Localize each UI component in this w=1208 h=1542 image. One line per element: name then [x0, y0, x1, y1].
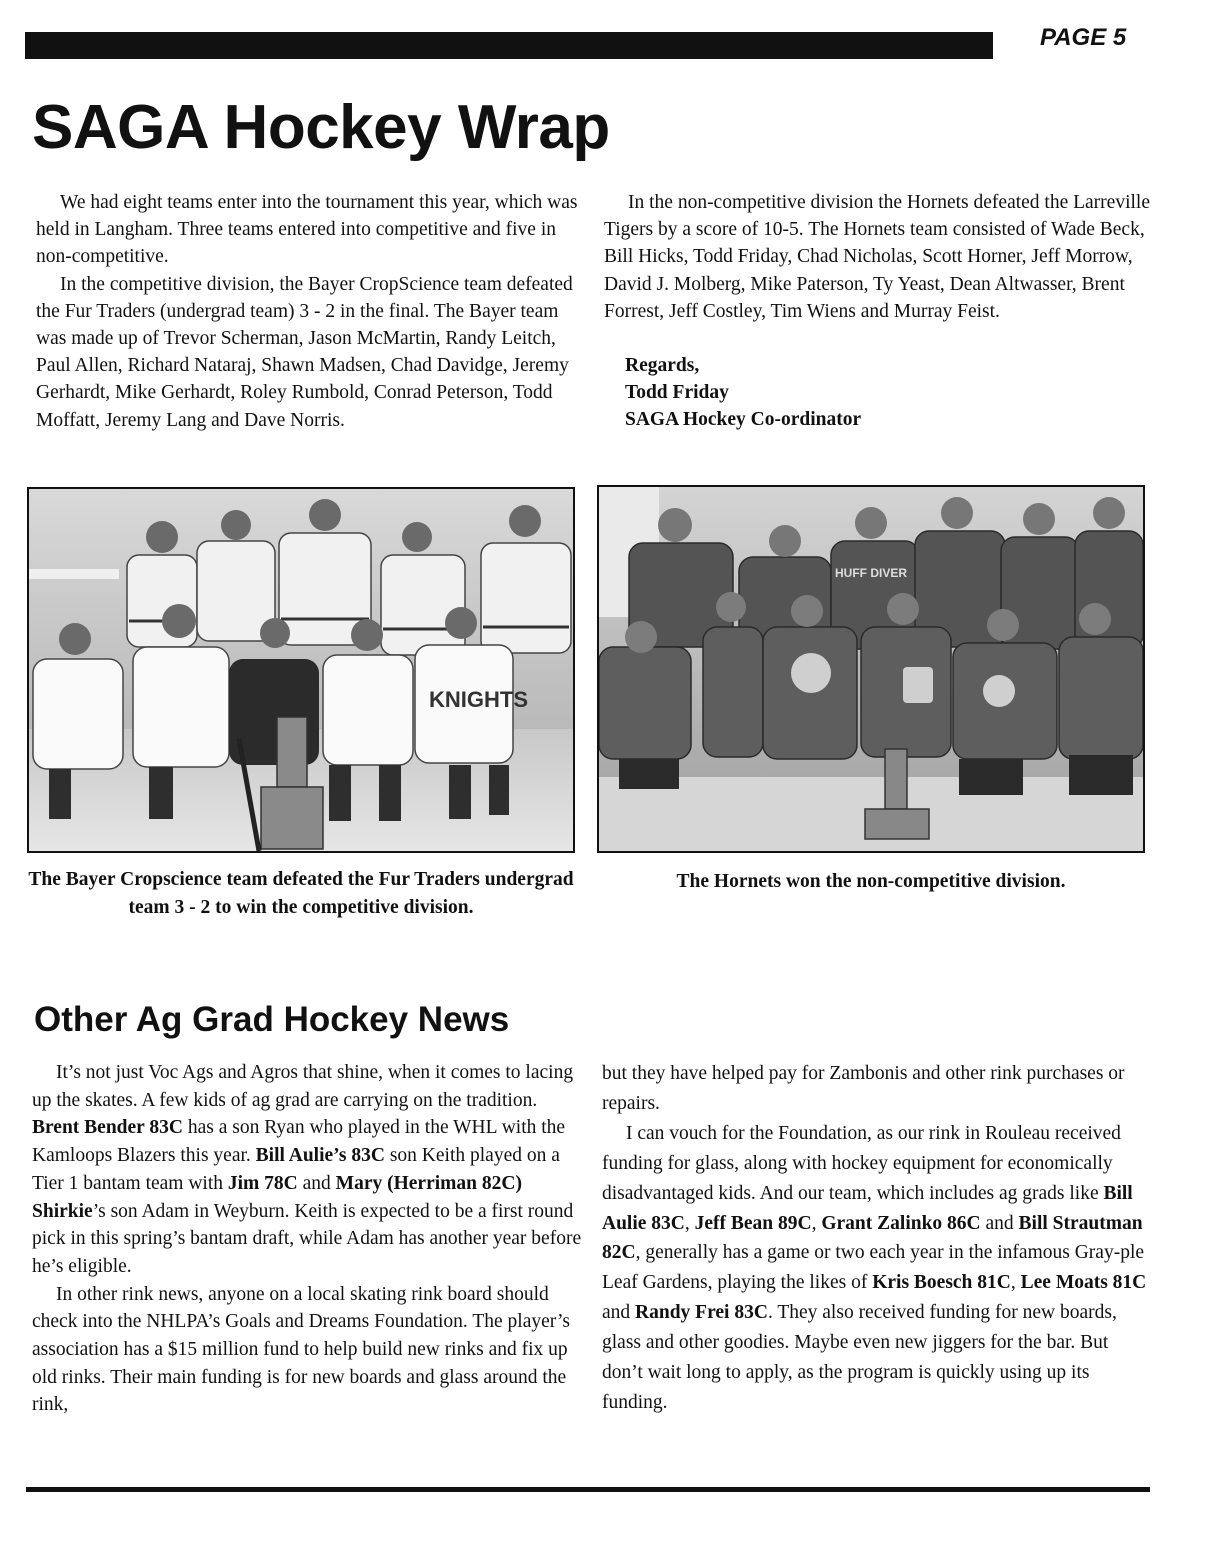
- grad-name: Jeff Bean 89C: [694, 1212, 812, 1234]
- text-run: It’s not just Voc Ags and Agros that shine, when it comes to lacing up the skates. A few kids of ag grad are carrying on the tradition.: [32, 1062, 574, 1111]
- team-photo-bayer: [27, 487, 575, 853]
- text-run: . They also received funding for new boards, glass and other goodies. Maybe even new jiggers for the bar. But don’t wait long to apply, as the program is quickly using up its funding.: [602, 1302, 1117, 1413]
- text-run: ,: [684, 1212, 695, 1234]
- text-run: son Keith played on a Tier 1 bantam team with: [32, 1145, 560, 1194]
- signoff-role: SAGA Hockey Co-ordinator: [625, 409, 862, 431]
- team-photo-bayer-image: [29, 489, 573, 851]
- grad-name: Kris Boesch 81C: [872, 1272, 1011, 1294]
- text-run: ’s son Adam in Weyburn. Keith is expected to be a first round pick in this spring’s bantam draft, while Adam has another year before he’s eligible.: [32, 1200, 582, 1277]
- text-run: and: [602, 1302, 636, 1324]
- photo-caption-hornets: The Hornets won the non-competitive division.: [676, 871, 1066, 892]
- section-title: Other Ag Grad Hockey News: [34, 1000, 510, 1039]
- text-run: I can vouch for the Foundation, as our rink in Rouleau received funding for glass, along with hockey equipment for economically disadvantaged kids. And our team, which includes ag grads like: [602, 1122, 1121, 1204]
- text-run: and: [980, 1212, 1019, 1234]
- paragraph: In the competitive division, the Bayer CropScience team defeated the Fur Traders (undergrad team) 3 - 2 in the final. The Bayer team was made up of Trevor Scherman, Jason McMartin, Randy Leitch, Paul Allen, Richard Nataraj, Shawn Madsen, Chad Davidge, Jeremy Gerhardt, Mike Gerhardt, Roley Rumbold, Conrad Peterson, Todd Moffatt, Jeremy Lang and Dave Norris.: [36, 273, 573, 431]
- grad-name: Bill Strautman 82C: [602, 1212, 1143, 1264]
- jersey-lettering: KNIGHTS: [429, 687, 528, 712]
- paragraph: [602, 1119, 1150, 1418]
- grad-name: Grant Zalinko 86C: [821, 1212, 981, 1234]
- paragraph: [32, 1059, 584, 1281]
- jersey-lettering: HUFF DIVER: [835, 566, 907, 580]
- text-run: and: [297, 1172, 336, 1194]
- text-run: has a son Ryan who played in the WHL with the Kamloops Blazers this year.: [32, 1117, 566, 1167]
- grad-name: Jim 78C: [227, 1172, 298, 1194]
- article-column-right: [604, 189, 1152, 434]
- signoff: [604, 352, 1152, 434]
- photo-caption-bayer: The Bayer Cropscience team defeated the Fur Traders undergrad team 3 - 2 to win the competitive division.: [28, 869, 574, 918]
- team-photo-hornets: [597, 485, 1145, 853]
- signoff-name: Todd Friday: [625, 382, 729, 404]
- team-photo-hornets-image: [599, 487, 1143, 851]
- paragraph-continued: but they have helped pay for Zambonis and other rink purchases or repairs.: [602, 1063, 1125, 1114]
- footer-rule: [26, 1487, 1150, 1492]
- paragraph: In the non-competitive division the Hornets defeated the Larreville Tigers by a score of 10-5. The Hornets team consisted of Wade Beck, Bill Hicks, Todd Friday, Chad Nicholas, Scott Horner, Jeff Morrow, David J. Molberg, Mike Paterson, Ty Yeast, Dean Altwasser, Brent Forrest, Jeff Costley, Tim Wiens and Murray Feist.: [604, 192, 1150, 322]
- grad-name: Lee Moats 81C: [1020, 1272, 1147, 1294]
- grad-name: Randy Frei 83C: [635, 1302, 768, 1324]
- news-column-left: [32, 1059, 584, 1419]
- news-column-right: [602, 1059, 1150, 1418]
- grad-name: Bill Aulie 83C: [602, 1182, 1133, 1234]
- text-run: ,: [1010, 1272, 1021, 1294]
- article-title: SAGA Hockey Wrap: [32, 93, 610, 162]
- header-rule: [25, 32, 993, 59]
- paragraph: In other rink news, anyone on a local skating rink board should check into the NHLPA’s Goals and Dreams Foundation. The player’s association has a $15 million fund to help build new rinks and fix up old rinks. Their main funding is for new boards and glass around the rink,: [32, 1283, 570, 1416]
- grad-name: Brent Bender 83C: [32, 1117, 183, 1139]
- text-run: ,: [811, 1212, 822, 1234]
- text-run: , generally has a game or two each year in the infamous Gray-ple Leaf Gardens, playing the likes of: [602, 1242, 1145, 1294]
- paragraph: We had eight teams enter into the tournament this year, which was held in Langham. Three teams entered into competitive and five in non-competitive.: [36, 192, 578, 268]
- article-column-left: [36, 189, 584, 434]
- page-number: PAGE 5: [1040, 24, 1127, 51]
- grad-name: Mary (Herriman 82C) Shirkie: [32, 1172, 522, 1222]
- signoff-line: Regards,: [625, 355, 700, 377]
- grad-name: Bill Aulie’s 83C: [255, 1145, 385, 1167]
